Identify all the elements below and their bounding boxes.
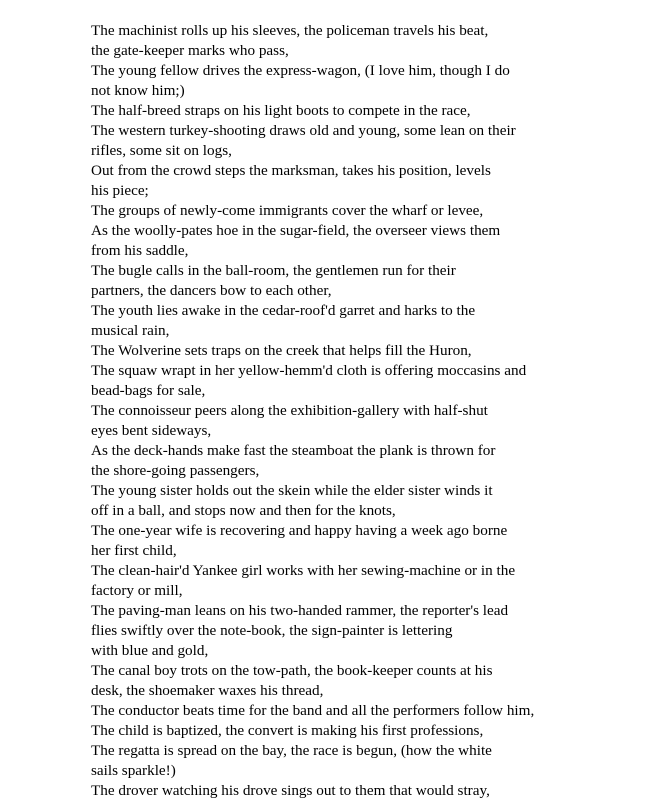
poem-line: The young sister holds out the skein while the elder sister winds it xyxy=(91,482,493,499)
poem-line: Out from the crowd steps the marksman, takes his position, levels xyxy=(91,162,491,179)
poem-line: off in a ball, and stops now and then for the knots, xyxy=(91,502,396,519)
poem-line: The half-breed straps on his light boots to compete in the race, xyxy=(91,102,471,119)
poem-line: the shore-going passengers, xyxy=(91,462,260,479)
poem-line: The canal boy trots on the tow-path, the book-keeper counts at his xyxy=(91,662,493,679)
poem-line: flies swiftly over the note-book, the sign-painter is lettering xyxy=(91,622,453,639)
poem-line: The Wolverine sets traps on the creek that helps fill the Huron, xyxy=(91,342,472,359)
poem-line: musical rain, xyxy=(91,322,170,339)
poem-line: The bugle calls in the ball-room, the gentlemen run for their xyxy=(91,262,456,279)
poem-line: The western turkey-shooting draws old and young, some lean on their xyxy=(91,122,516,139)
poem-line: bead-bags for sale, xyxy=(91,382,206,399)
poem-line: The squaw wrapt in her yellow-hemm'd cloth is offering moccasins and xyxy=(91,362,527,379)
poem-line: with blue and gold, xyxy=(91,642,209,659)
poem-line: The drover watching his drove sings out to them that would stray, xyxy=(91,782,490,799)
poem-line: sails sparkle!) xyxy=(91,762,176,779)
poem-line: her first child, xyxy=(91,542,177,559)
poem-line: not know him;) xyxy=(91,82,185,99)
poem-line: the gate-keeper marks who pass, xyxy=(91,42,289,59)
poem-line: The clean-hair'd Yankee girl works with her sewing-machine or in the xyxy=(91,562,516,579)
poem-line: The child is baptized, the convert is making his first professions, xyxy=(91,722,484,739)
poem-line: The regatta is spread on the bay, the race is begun, (how the white xyxy=(91,742,492,759)
poem-line: The young fellow drives the express-wagon, (I love him, though I do xyxy=(91,62,510,79)
poem-line: eyes bent sideways, xyxy=(91,422,212,439)
poem-line: from his saddle, xyxy=(91,242,189,259)
poem-line: his piece; xyxy=(91,182,149,199)
poem-line: partners, the dancers bow to each other, xyxy=(91,282,332,299)
poem-line: The machinist rolls up his sleeves, the policeman travels his beat, xyxy=(91,22,489,39)
poem-line: As the woolly-pates hoe in the sugar-field, the overseer views them xyxy=(91,222,501,239)
poem-line: desk, the shoemaker waxes his thread, xyxy=(91,682,324,699)
poem-text xyxy=(91,21,651,801)
poem-line: As the deck-hands make fast the steamboat the plank is thrown for xyxy=(91,442,496,459)
poem-line: The youth lies awake in the cedar-roof'd garret and harks to the xyxy=(91,302,476,319)
poem-line: factory or mill, xyxy=(91,582,183,599)
poem-line: The paving-man leans on his two-handed rammer, the reporter's lead xyxy=(91,602,509,619)
poem-line: The one-year wife is recovering and happy having a week ago borne xyxy=(91,522,508,539)
poem-line: The groups of newly-come immigrants cover the wharf or levee, xyxy=(91,202,484,219)
poem-line: The connoisseur peers along the exhibition-gallery with half-shut xyxy=(91,402,488,419)
poem-line: The conductor beats time for the band and all the performers follow him, xyxy=(91,702,535,719)
poem-line: rifles, some sit on logs, xyxy=(91,142,232,159)
